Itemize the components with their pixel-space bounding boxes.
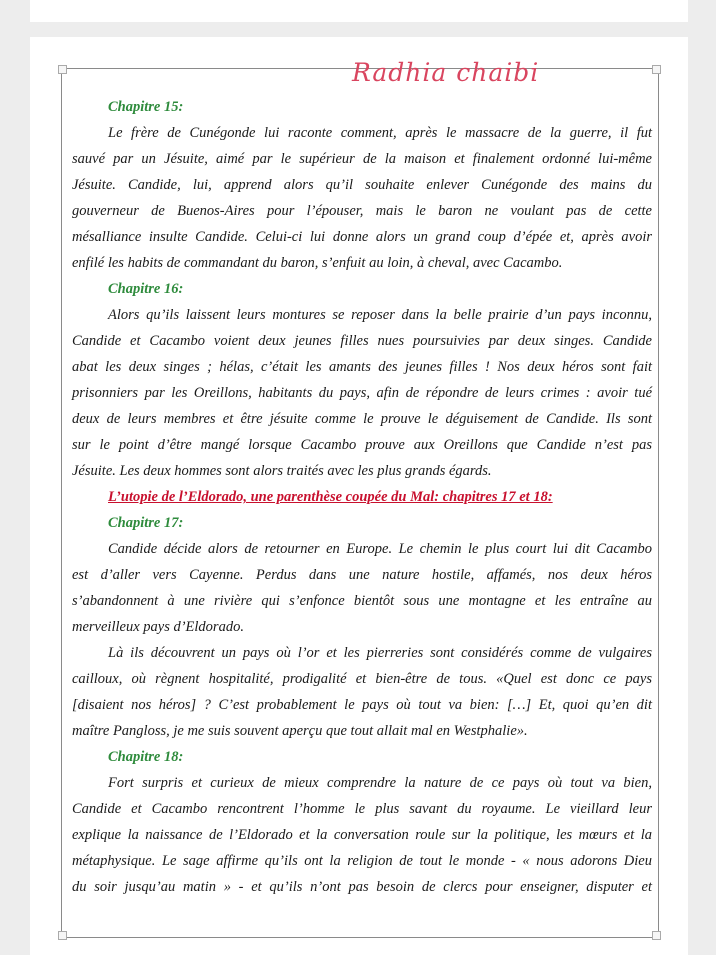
text-line: du soir jusqu’au matin » - et qu’ils n’ont pas besoin de clercs pour enseigner, disputer et <box>72 879 652 895</box>
text-line: Candide et Cacambo rencontrent l’homme le plus savant du royaume. Le vieillard leur <box>72 801 652 817</box>
text-line: sauvé par un Jésuite, aimé par le supérieur de la maison et finalement ordonné lui-même <box>72 151 652 167</box>
text-line: Fort surpris et curieux de mieux comprendre la nature de ce pays où tout va bien, <box>108 775 652 791</box>
text-line: Alors qu’ils laissent leurs montures se reposer dans la belle prairie d’un pays inconnu, <box>108 307 652 323</box>
corner-mark-top-right <box>652 65 661 74</box>
chapter-16-heading: Chapitre 16: <box>108 281 184 297</box>
chapter-18-heading: Chapitre 18: <box>108 749 184 765</box>
text-line: est d’aller vers Cayenne. Perdus dans une nature hostile, affamés, nos deux héros <box>72 567 652 583</box>
chapter-17-heading: Chapitre 17: <box>108 515 184 531</box>
corner-mark-bottom-right <box>652 931 661 940</box>
corner-mark-bottom-left <box>58 931 67 940</box>
text-line: gouverneur de Buenos-Aires pour l’épouser, mais le baron ne voulant pas de cette <box>72 203 652 219</box>
text-line: maître Pangloss, je me suis souvent aperçu que tout allait mal en Westphalie». <box>72 723 528 739</box>
text-line: merveilleux pays d’Eldorado. <box>72 619 244 635</box>
text-line: [disaient nos héros] ? C’est probablement le pays où tout va bien: […] Et, quoi qu’en dit <box>72 697 652 713</box>
text-line: Jésuite. Candide, lui, apprend alors qu’il souhaite enlever Cunégonde des mains du <box>72 177 652 193</box>
text-line: prisonniers par les Oreillons, habitants du pays, afin de répondre de leurs crimes : avoir tué <box>72 385 652 401</box>
previous-page-edge <box>30 0 688 22</box>
text-line: Là ils découvrent un pays où l’or et les pierreries sont considérés comme de vulgaires <box>108 645 652 661</box>
corner-mark-top-left <box>58 65 67 74</box>
section-heading-eldorado: L’utopie de l’Eldorado, une parenthèse coupée du Mal: chapitres 17 et 18: <box>108 489 553 505</box>
text-line: abat les deux singes ; hélas, c’était les amants des jeunes filles ! Nos deux héros sont fait <box>72 359 652 375</box>
signature-watermark: Radhia chaibi <box>352 58 540 87</box>
text-line: deux de leurs membres et être jésuite comme le prouve le déguisement de Candide. Ils sont <box>72 411 652 427</box>
text-line: Le frère de Cunégonde lui raconte comment, après le massacre de la guerre, il fut <box>108 125 652 141</box>
text-line: sur le point d’être mangé lorsque Cacambo prouve aux Oreillons que Candide n’est pas <box>72 437 652 453</box>
text-line: Jésuite. Les deux hommes sont alors traités avec les plus grands égards. <box>72 463 492 479</box>
text-line: mésalliance insulte Candide. Celui-ci lui donne alors un grand coup d’épée et, après avoir <box>72 229 652 245</box>
text-line: s’abandonnent à une rivière qui s’enfonce bientôt sous une montagne et les entraîne au <box>72 593 652 609</box>
text-line: Candide et Cacambo voient deux jeunes filles nues poursuivies par deux singes. Candide <box>72 333 652 349</box>
chapter-15-heading: Chapitre 15: <box>108 99 184 115</box>
text-line: métaphysique. Le sage affirme qu’ils ont la religion de tout le monde - « nous adorons Dieu <box>72 853 652 869</box>
text-line: enfilé les habits de commandant du baron, s’enfuit au loin, à cheval, avec Cacambo. <box>72 255 563 271</box>
text-line: Candide décide alors de retourner en Europe. Le chemin le plus court lui dit Cacambo <box>108 541 652 557</box>
text-line: cailloux, où règnent hospitalité, prodigalité et bien-être de tous. «Quel est donc ce pays <box>72 671 652 687</box>
text-line: explique la naissance de l’Eldorado et la conversation roule sur la politique, les mœurs et la <box>72 827 652 843</box>
